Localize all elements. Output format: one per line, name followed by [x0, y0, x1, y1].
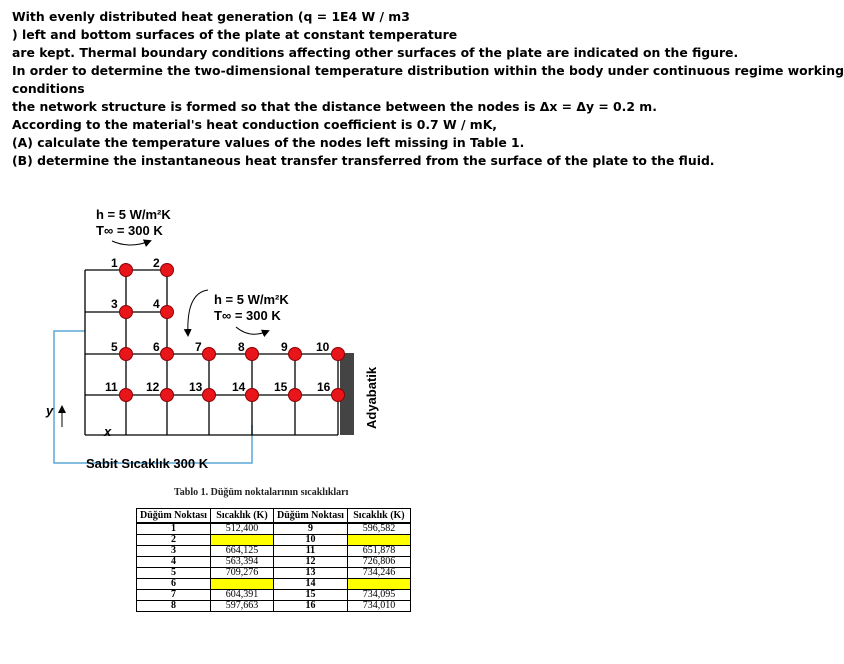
temperature-cell: 651,878 [347, 546, 410, 557]
y-axis-label: y [46, 403, 54, 418]
temperature-cell: 734,246 [347, 568, 410, 579]
node-1 [120, 264, 133, 277]
node-number-cell: 16 [273, 601, 347, 612]
node-15 [289, 389, 302, 402]
node-number-cell: 5 [137, 568, 211, 579]
temperature-cell: 512,400 [210, 523, 273, 535]
missing-temperature-cell [347, 579, 410, 590]
table-header-row [137, 509, 411, 524]
temperature-cell: 597,663 [210, 601, 273, 612]
right-convection-arrow [236, 327, 268, 334]
node-3 [120, 306, 133, 319]
temperature-cell: 604,391 [210, 590, 273, 601]
problem-line: In order to determine the two-dimensional temperature distribution within the body under continuous regime working [12, 63, 844, 78]
temperature-cell: 563,394 [210, 557, 273, 568]
node-label: 3 [111, 297, 118, 311]
temperature-cell: 664,125 [210, 546, 273, 557]
node-13 [203, 389, 216, 402]
node-label: 15 [274, 380, 288, 394]
table-row [137, 557, 411, 568]
column-header: Sıcaklık (K) [347, 509, 410, 524]
column-header: Sıcaklık (K) [210, 509, 273, 524]
problem-line: the network structure is formed so that the distance between the nodes is Δx = Δy = 0.2 m. [12, 99, 657, 114]
table-row [137, 590, 411, 601]
adiabatic-label: Adyabatik [364, 366, 379, 429]
node-12 [161, 389, 174, 402]
table-row [137, 579, 411, 590]
plate-node-diagram [0, 195, 440, 485]
node-number-cell: 6 [137, 579, 211, 590]
node-label: 2 [153, 256, 160, 270]
node-7 [203, 348, 216, 361]
node-14 [246, 389, 259, 402]
node-label: 10 [316, 340, 330, 354]
problem-line: According to the material's heat conduction coefficient is 0.7 W / mK, [12, 117, 498, 132]
node-number-cell: 8 [137, 601, 211, 612]
node-labels [105, 256, 331, 394]
node-number-cell: 2 [137, 535, 211, 546]
axis-indicator [45, 403, 112, 439]
node-number-cell: 4 [137, 557, 211, 568]
node-16 [332, 389, 345, 402]
problem-line: (B) determine the instantaneous heat transfer transferred from the surface of the plate to the fluid. [12, 153, 715, 168]
missing-temperature-cell [210, 579, 273, 590]
node-number-cell: 11 [273, 546, 347, 557]
node-label: 1 [111, 256, 118, 270]
node-number-cell: 7 [137, 590, 211, 601]
table-row [137, 568, 411, 579]
node-label: 11 [105, 380, 118, 394]
problem-statement [12, 8, 844, 170]
node-4 [161, 306, 174, 319]
x-axis-label: x [104, 424, 112, 439]
node-label: 7 [195, 340, 202, 354]
node-number-cell: 13 [273, 568, 347, 579]
node-label: 12 [146, 380, 160, 394]
node-number-cell: 10 [273, 535, 347, 546]
table-row [137, 535, 411, 546]
node-number-cell: 15 [273, 590, 347, 601]
temperature-cell: 709,276 [210, 568, 273, 579]
node-number-cell: 14 [273, 579, 347, 590]
missing-temperature-cell [347, 535, 410, 546]
node-6 [161, 348, 174, 361]
node-label: 5 [111, 340, 118, 354]
node-10 [332, 348, 345, 361]
side-convection-arrow [188, 290, 208, 335]
node-label: 8 [238, 340, 245, 354]
problem-line: With evenly distributed heat generation (q = 1E4 W / m3 [12, 9, 410, 24]
node-9 [289, 348, 302, 361]
node-8 [246, 348, 259, 361]
temperature-table [136, 508, 411, 612]
temperature-cell: 734,010 [347, 601, 410, 612]
node-label: 4 [153, 297, 160, 311]
node-label: 6 [153, 340, 160, 354]
problem-line: (A) calculate the temperature values of the nodes left missing in Table 1. [12, 135, 525, 150]
fixed-temperature-label: Sabit Sıcaklık 300 K [86, 456, 209, 471]
node-label: 9 [281, 340, 288, 354]
node-label: 14 [232, 380, 246, 394]
node-number-cell: 9 [273, 523, 347, 535]
node-5 [120, 348, 133, 361]
node-11 [120, 389, 133, 402]
temperature-cell: 596,582 [347, 523, 410, 535]
node-number-cell: 1 [137, 523, 211, 535]
node-number-cell: 12 [273, 557, 347, 568]
table-row [137, 523, 411, 535]
table-row [137, 546, 411, 557]
temperature-cell: 726,806 [347, 557, 410, 568]
top-convection-arrow [112, 241, 150, 245]
right-h-label: h = 5 W/m²K [214, 292, 289, 307]
node-2 [161, 264, 174, 277]
temperature-cell: 734,095 [347, 590, 410, 601]
table-caption: Tablo 1. Düğüm noktalarının sıcaklıkları [174, 487, 349, 498]
column-header: Düğüm Noktası [273, 509, 347, 524]
top-tinf-label: T∞ = 300 K [96, 223, 163, 238]
problem-line: are kept. Thermal boundary conditions affecting other surfaces of the plate are indicated on the figure. [12, 45, 739, 60]
right-tinf-label: T∞ = 300 K [214, 308, 281, 323]
missing-temperature-cell [210, 535, 273, 546]
problem-line: conditions [12, 81, 85, 96]
node-label: 16 [317, 380, 331, 394]
node-number-cell: 3 [137, 546, 211, 557]
top-h-label: h = 5 W/m²K [96, 207, 171, 222]
column-header: Düğüm Noktası [137, 509, 211, 524]
node-label: 13 [189, 380, 203, 394]
table-row [137, 601, 411, 612]
problem-line: ) left and bottom surfaces of the plate at constant temperature [12, 27, 458, 42]
